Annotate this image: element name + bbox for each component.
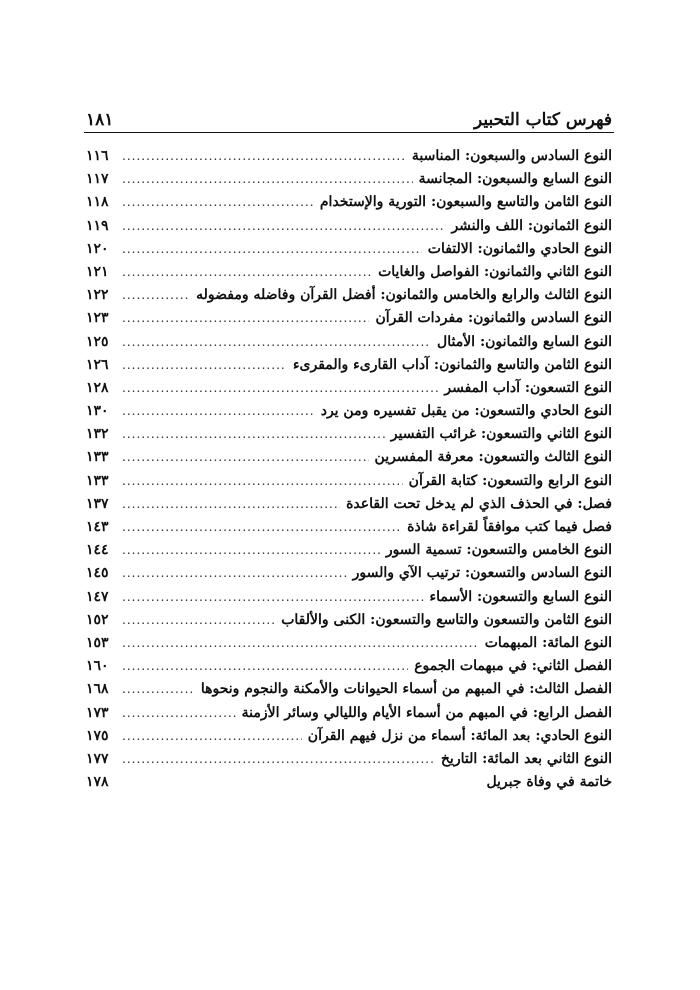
toc-entry-page: ١٥٣	[86, 634, 109, 651]
toc-entry-title: النوع المائة: المبهمات	[484, 634, 612, 651]
dot-leader	[122, 168, 413, 191]
toc-entry-page: ١٣٢	[86, 426, 109, 443]
toc-entry	[86, 215, 612, 238]
toc-entry	[86, 423, 612, 446]
toc-entry-title: النوع السابع والثمانون: الأمثال	[437, 333, 612, 350]
toc-entry	[86, 331, 612, 354]
toc-entry-page: ١٢٣	[86, 310, 109, 327]
toc-entry-title: الفصل الرابع: في المبهم من أسماء الأيام والليالي وسائر الأزمنة	[241, 704, 612, 721]
dot-leader	[122, 191, 314, 214]
toc-entry-page: ١٣٧	[86, 495, 109, 512]
toc-entry-title: النوع السابع والتسعون: الأسماء	[429, 588, 612, 605]
toc-entry-title: النوع السادس والتسعون: ترتيب الآي والسور	[352, 565, 612, 582]
dot-leader	[122, 748, 435, 771]
toc-entry-title: النوع الحادي: بعد المائة: أسماء من نزل فيهم القرآن	[307, 727, 612, 744]
toc-entry-page: ١٧٣	[86, 704, 109, 721]
toc-entry	[86, 586, 612, 609]
toc-entry-page: ١٢١	[86, 263, 109, 280]
toc-entry-title: النوع الحادي والثمانون: الالتفات	[427, 240, 612, 257]
running-head	[86, 100, 612, 130]
toc-entry-page: ١١٦	[86, 148, 109, 164]
toc-entry	[86, 470, 612, 493]
dot-leader	[122, 238, 422, 261]
page-number: ١٨١	[86, 110, 114, 130]
dot-leader	[122, 354, 287, 377]
dot-leader	[122, 609, 275, 632]
toc-entry	[86, 632, 612, 655]
toc-entry-page: ١٣٣	[86, 449, 109, 466]
dot-leader	[122, 145, 406, 168]
dot-leader	[122, 307, 369, 330]
table-of-contents	[86, 145, 612, 794]
toc-entry-title: النوع الثاني والثمانون: الفواصل والغايات	[378, 263, 612, 280]
toc-entry	[86, 562, 612, 585]
dot-leader	[122, 423, 385, 446]
dot-leader	[122, 446, 369, 469]
dot-leader	[122, 678, 195, 701]
toc-entry	[86, 516, 612, 539]
toc-entry	[86, 725, 612, 748]
toc-entry-page: ١٦٠	[86, 658, 109, 675]
dot-leader	[122, 470, 403, 493]
dot-leader	[122, 261, 372, 284]
toc-entry	[86, 284, 612, 307]
dot-leader	[122, 377, 438, 400]
toc-entry-title: النوع السادس والسبعون: المناسبة	[411, 148, 612, 164]
toc-entry-page: ١٧٧	[86, 750, 109, 767]
toc-entry	[86, 655, 612, 678]
toc-entry-page: ١٧٥	[86, 727, 109, 744]
toc-entry-title: خاتمة في وفاة جبريل	[486, 774, 612, 791]
toc-entry-title: النوع التسعون: آداب المفسر	[444, 379, 612, 396]
toc-entry	[86, 748, 612, 771]
toc-entry	[86, 145, 612, 168]
toc-entry-title: النوع الثامن والتاسع والثمانون: آداب القارىء والمقرىء	[292, 356, 612, 373]
dot-leader	[122, 632, 479, 655]
toc-entry	[86, 609, 612, 632]
toc-entry-page: ١٤٥	[86, 565, 109, 582]
toc-entry-title: النوع الثالث والتسعون: معرفة المفسرين	[374, 449, 612, 466]
toc-entry-page: ١١٧	[86, 171, 109, 188]
toc-entry-title: النوع السابع والسبعون: المجانسة	[418, 171, 612, 188]
toc-entry-page: ١٥٢	[86, 611, 109, 628]
toc-entry-title: النوع الخامس والتسعون: تسمية السور	[385, 542, 612, 559]
toc-entry	[86, 493, 612, 516]
toc-entry	[86, 539, 612, 562]
running-title: فهرس كتاب التحبير	[474, 110, 612, 130]
dot-leader	[122, 725, 302, 748]
toc-entry-page: ١٦٨	[86, 681, 109, 698]
dot-leader	[122, 562, 347, 585]
toc-entry-title: النوع الثامن والتاسع والسبعون: التورية والإستخدام	[319, 194, 612, 211]
toc-entry-page: ١٣٣	[86, 472, 109, 489]
toc-entry	[86, 771, 612, 794]
dot-leader	[122, 331, 431, 354]
toc-entry-page: ١١٩	[86, 217, 109, 234]
toc-entry-page: ١٤٧	[86, 588, 109, 605]
toc-entry-page: ١٤٣	[86, 519, 109, 535]
toc-entry-title: الفصل الثالث: في المبهم من أسماء الحيوانات والأمكنة والنجوم ونحوها	[200, 681, 612, 698]
toc-entry-title: فصل: في الحذف الذي لم يدخل تحت القاعدة	[346, 495, 612, 512]
toc-entry-page: ١٧٨	[86, 774, 109, 791]
dot-leader	[122, 493, 340, 516]
dot-leader	[122, 655, 408, 678]
toc-entry-page: ١٢٨	[86, 379, 109, 396]
dot-leader	[122, 702, 236, 725]
toc-entry-title: النوع الثالث والرابع والخامس والثمانون: أفضل القرآن وفاضله ومفضوله	[196, 287, 612, 304]
dot-leader	[122, 586, 424, 609]
toc-entry	[86, 702, 612, 725]
toc-entry-page: ١٢٠	[86, 240, 109, 257]
toc-entry	[86, 400, 612, 423]
toc-entry-page: ١٤٤	[86, 542, 109, 559]
toc-entry-page: ١٢٥	[86, 333, 109, 350]
toc-entry	[86, 678, 612, 701]
toc-entry-title: النوع الحادي والتسعون: من يقبل تفسيره ومن يرد	[320, 403, 612, 420]
toc-entry-page: ١١٨	[86, 194, 109, 211]
toc-entry-title: فصل فيما كتب موافقاً لقراءة شاذة	[407, 519, 612, 535]
header-rule	[84, 132, 614, 133]
toc-entry	[86, 354, 612, 377]
dot-leader	[122, 284, 190, 307]
dot-leader	[122, 400, 315, 423]
toc-entry	[86, 238, 612, 261]
toc-entry-title: النوع السادس والثمانون: مفردات القرآن	[375, 310, 612, 327]
toc-entry-page: ١٢٢	[86, 287, 109, 304]
toc-entry-page: ١٣٠	[86, 403, 109, 420]
dot-leader	[122, 539, 380, 562]
toc-entry	[86, 168, 612, 191]
toc-entry-title: النوع الثاني بعد المائة: التاريخ	[440, 750, 612, 767]
toc-entry-title: النوع الثاني والتسعون: غرائب التفسير	[390, 426, 612, 443]
dot-leader	[122, 516, 401, 539]
toc-entry	[86, 191, 612, 214]
dot-leader	[122, 215, 445, 238]
toc-entry-title: النوع الثامن والتسعون والتاسع والتسعون: الكنى والألقاب	[281, 611, 612, 628]
toc-entry-title: الفصل الثاني: في مبهمات الجموع	[414, 658, 612, 675]
toc-entry	[86, 261, 612, 284]
toc-entry-page: ١٢٦	[86, 356, 109, 373]
toc-entry-title: النوع الثمانون: اللف والنشر	[451, 217, 612, 234]
toc-entry	[86, 307, 612, 330]
toc-entry-title: النوع الرابع والتسعون: كتابة القرآن	[408, 472, 612, 489]
toc-entry	[86, 446, 612, 469]
toc-entry	[86, 377, 612, 400]
